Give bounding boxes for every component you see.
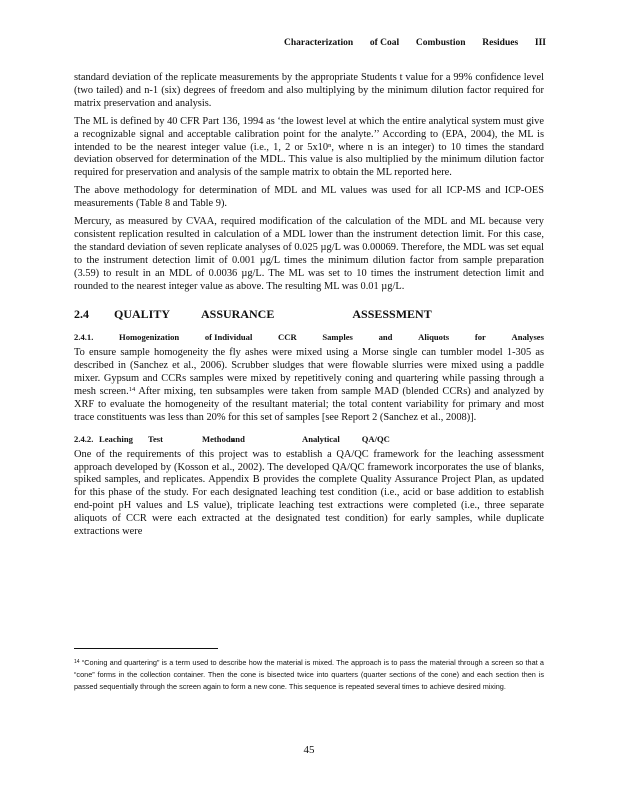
superscript: n [328, 141, 332, 149]
subheading-word: QA/QC [361, 433, 390, 444]
header-word: III [534, 38, 546, 48]
section-heading [74, 308, 544, 321]
paragraph-text: The ML is defined by 40 CFR Part 136, 1994 as ‘the lowest level at which the entire analytical system must give a recognizable signal and acceptable calibration point for the analyte.’’ According to (EPA, 2004), the ML is intended to be the nearest integer value (i.e., 1, 2 or 5x10 [74, 115, 544, 153]
footnote-text: “Coning and quartering” is a term used to describe how the material is mixed. The approach is to pass the material through a screen so that a “cone” forms in the collection container. Then the cone is bisected twice into quarters (quarter sections of the cone) and each section then is passed sequentially through the screen again to form a new cone. This sequence is repeated several times to achieve desired mixing. [74, 658, 544, 692]
subheading-word: Analyses [511, 332, 544, 343]
subheading-word: CCR [278, 332, 297, 343]
paragraph-homogenization [74, 347, 544, 424]
subheading-word: Analytical [302, 433, 340, 444]
subsection-heading-leaching [74, 433, 544, 446]
paragraph-text: After mixing, ten subsamples were taken from sample MAD (blended CCRs) and analyzed by XRF to evaluate the homogeneity of the resultant material; the total content variability for primary and most trace constituents was less than 20% for this set of samples [see Report 2 (Sanchez et al., 2008)]. [74, 386, 544, 423]
subheading-word: 2.4.1. [74, 332, 94, 343]
subheading-word: Test [148, 433, 163, 444]
footnote-divider [74, 648, 218, 649]
subheading-word: Leaching [99, 433, 133, 444]
header-word: Characterization [284, 38, 354, 48]
paragraph-mdl-calculation: standard deviation of the replicate measurements by the appropriate Students t value for a 99% confidence level (two tailed) and n-1 (six) degrees of freedom and also multiplying by the minimum dilution factor required for matrix preservation and analysis. [74, 72, 544, 109]
header-word: Combustion [415, 38, 466, 48]
subheading-word: Homogenization [119, 332, 180, 343]
section-number: 2.4 [74, 306, 89, 321]
footnote-reference[interactable]: 14 [128, 386, 136, 394]
paragraph-text: , where n is an integer) to 10 times the standard deviation observed for determination of the MDL. This value is also multiplied by the minimum dilution factor required for preservation and analysis of the sample matrix to obtain the ML reported here. [74, 141, 544, 179]
header-word: of Coal [369, 38, 400, 48]
subheading-word: and [231, 433, 245, 444]
subheading-word: for [474, 332, 486, 343]
subsection-heading-homogenization [74, 331, 544, 344]
subheading-word: Samples [322, 332, 353, 343]
body-text [74, 72, 544, 544]
header-word: Residues [482, 38, 519, 48]
paragraph-mercury: Mercury, as measured by CVAA, required modification of the calculation of the MDL and ML because very consistent replication resulted in calculation of a MDL lower than the instrument detection limit. For this case, the standard deviation of seven replicate analyses of 0.025 µg/L was 0.00069. Therefore, the MDL was set equal to the instrument detection limit of 0.001 µg/L times the minimum dilution factor from sample preparation (3.59) to result in an MDL of 0.0036 µg/L. The ML was set to 10 times the instrument detection limit and rounded to the nearest integer value as above. The resulting ML was 0.01 µg/L. [74, 216, 544, 292]
footnote-mark: 14 [74, 659, 80, 665]
subheading-word: and [378, 332, 393, 343]
paragraph-leaching-qaqc: One of the requirements of this project was to establish a QA/QC framework for the leaching assessment approach developed by (Kosson et al., 2002). The developed QA/QC framework incorporates the use of blanks, spiked samples, and replicates. Appendix B provides the complete Quality Assurance Project Plan, as updated for this phase of the study. For each designated leaching test condition (i.e., acid or base addition to establish end-point pH values and LS value), triplicate leaching test extractions were completed (i.e., three separate aliquots of CCR were each extracted at the designated test condition) for early samples, while duplicate extractions were [74, 448, 544, 538]
paragraph-text: To ensure sample homogeneity the fly ashes were mixed using a Morse single can tumbler model 1-305 as described in (Sanchez et al., 2006). Scrubber sludges that were flowable slurries were mixed using a paddle mixer. Gypsum and CCRs samples were mixed by repetitively coning and quartering while passing through a mesh screen. [74, 347, 544, 398]
section-title-word: ASSESSMENT [352, 306, 432, 321]
subheading-word: Aliquots [418, 332, 450, 343]
subheading-word: of Individual [204, 332, 253, 343]
paragraph-ml-definition [74, 116, 544, 181]
section-title-word: ASSURANCE [201, 306, 275, 321]
paragraph-methodology: The above methodology for determination of MDL and ML values was used for all ICP-MS and ICP-OES measurements (Table 8 and Table 9). [74, 185, 544, 210]
section-title-word: QUALITY [114, 306, 171, 321]
subheading-word: Methods [202, 433, 234, 444]
subheading-word: 2.4.2. [74, 433, 94, 444]
page-number: 45 [303, 744, 315, 756]
footnote [74, 657, 544, 694]
running-header [284, 38, 546, 48]
